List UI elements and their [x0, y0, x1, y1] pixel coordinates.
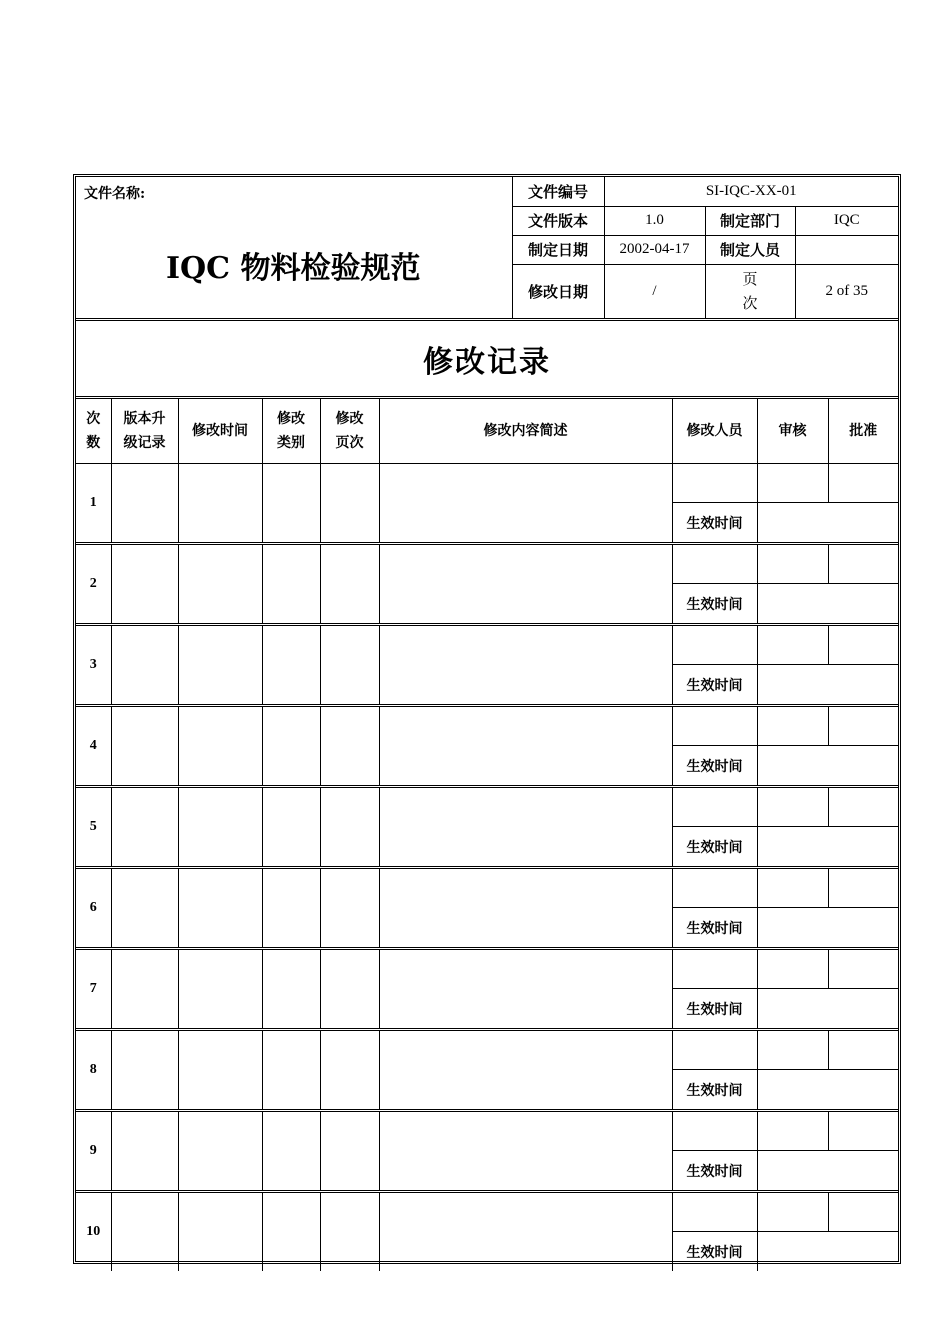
- cell-content: [379, 625, 672, 706]
- column-header-row: [76, 399, 898, 464]
- cell-content: [379, 706, 672, 787]
- effective-time-label: 生效时间: [672, 503, 757, 544]
- cell-pages: [320, 1192, 379, 1272]
- file-no-value: SI-IQC-XX-01: [604, 177, 898, 206]
- effective-time-value: [757, 827, 898, 868]
- revision-section-header: [76, 318, 898, 399]
- cell-review: [757, 868, 828, 908]
- col-version-line2: 级记录: [123, 435, 166, 451]
- cell-type: [262, 625, 320, 706]
- cell-type: [262, 1111, 320, 1192]
- col-seq-line2: 数: [86, 435, 101, 451]
- page-value: 2 of 35: [795, 264, 898, 318]
- cell-version: [111, 706, 178, 787]
- cell-time: [178, 1030, 262, 1111]
- col-pages-line1: 修改: [335, 411, 364, 427]
- cell-time: [178, 1111, 262, 1192]
- row-number: 8: [76, 1030, 111, 1111]
- col-review: 审核: [757, 399, 828, 464]
- cell-pages: [320, 868, 379, 949]
- effective-time-value: [757, 1151, 898, 1192]
- cell-type: [262, 706, 320, 787]
- cell-content: [379, 544, 672, 625]
- col-type: [262, 399, 320, 464]
- cell-review: [757, 1192, 828, 1232]
- rev-date-label: 修改日期: [512, 264, 604, 318]
- cell-content: [379, 1030, 672, 1111]
- cell-time: [178, 868, 262, 949]
- rev-date-value: /: [604, 264, 705, 318]
- cell-type: [262, 544, 320, 625]
- row-number: 1: [76, 464, 111, 544]
- row-number: 10: [76, 1192, 111, 1272]
- document-frame: [73, 174, 901, 1264]
- col-content: 修改内容简述: [379, 399, 672, 464]
- record-row: [76, 949, 898, 989]
- cell-pages: [320, 464, 379, 544]
- col-person: 修改人员: [672, 399, 757, 464]
- record-row: [76, 706, 898, 746]
- date-value: 2002-04-17: [604, 235, 705, 264]
- title-cell: [76, 177, 512, 318]
- revision-table: [76, 399, 898, 1271]
- effective-time-value: [757, 665, 898, 706]
- cell-approve: [828, 706, 898, 746]
- effective-time-label: 生效时间: [672, 1070, 757, 1111]
- author-label: 制定人员: [705, 235, 795, 264]
- row-number: 6: [76, 868, 111, 949]
- cell-approve: [828, 464, 898, 503]
- cell-approve: [828, 1192, 898, 1232]
- cell-content: [379, 949, 672, 1030]
- cell-person: [672, 949, 757, 989]
- record-row: [76, 1192, 898, 1232]
- dept-value: IQC: [795, 206, 898, 235]
- effective-time-label: 生效时间: [672, 827, 757, 868]
- cell-approve: [828, 868, 898, 908]
- effective-time-value: [757, 1070, 898, 1111]
- col-version-line1: 版本升: [123, 411, 166, 427]
- file-name-label: 文件名称:: [84, 186, 146, 202]
- cell-person: [672, 1030, 757, 1070]
- cell-approve: [828, 625, 898, 665]
- row-number: 2: [76, 544, 111, 625]
- cell-person: [672, 464, 757, 503]
- cell-person: [672, 1111, 757, 1151]
- effective-time-label: 生效时间: [672, 1232, 757, 1272]
- effective-time-value: [757, 503, 898, 544]
- cell-version: [111, 1030, 178, 1111]
- row-number: 4: [76, 706, 111, 787]
- cell-person: [672, 706, 757, 746]
- col-seq-line1: 次: [86, 411, 101, 427]
- cell-version: [111, 1192, 178, 1272]
- cell-person: [672, 1192, 757, 1232]
- col-seq: [76, 399, 111, 464]
- col-version: [111, 399, 178, 464]
- cell-content: [379, 1192, 672, 1272]
- col-time: 修改时间: [178, 399, 262, 464]
- version-label: 文件版本: [512, 206, 604, 235]
- header-table: [76, 177, 898, 319]
- cell-pages: [320, 625, 379, 706]
- cell-type: [262, 1030, 320, 1111]
- cell-approve: [828, 1030, 898, 1070]
- effective-time-label: 生效时间: [672, 584, 757, 625]
- page-label-line1: 页: [742, 270, 758, 289]
- cell-person: [672, 625, 757, 665]
- effective-time-label: 生效时间: [672, 908, 757, 949]
- record-row: [76, 464, 898, 503]
- cell-pages: [320, 949, 379, 1030]
- effective-time-value: [757, 1232, 898, 1272]
- cell-review: [757, 1111, 828, 1151]
- cell-review: [757, 544, 828, 584]
- col-pages: [320, 399, 379, 464]
- effective-time-value: [757, 584, 898, 625]
- cell-approve: [828, 949, 898, 989]
- version-value: 1.0: [604, 206, 705, 235]
- cell-time: [178, 1192, 262, 1272]
- cell-content: [379, 868, 672, 949]
- effective-time-value: [757, 989, 898, 1030]
- cell-review: [757, 706, 828, 746]
- cell-content: [379, 787, 672, 868]
- page-label-line2: 次: [742, 294, 758, 313]
- cell-type: [262, 1192, 320, 1272]
- cell-time: [178, 787, 262, 868]
- row-number: 9: [76, 1111, 111, 1192]
- record-row: [76, 868, 898, 908]
- record-row: [76, 787, 898, 827]
- cell-version: [111, 787, 178, 868]
- cell-pages: [320, 1111, 379, 1192]
- section-title: 修改记录: [423, 344, 551, 380]
- cell-review: [757, 787, 828, 827]
- cell-time: [178, 544, 262, 625]
- col-type-line1: 修改: [277, 411, 305, 427]
- dept-label: 制定部门: [705, 206, 795, 235]
- cell-version: [111, 464, 178, 544]
- cell-type: [262, 868, 320, 949]
- cell-time: [178, 949, 262, 1030]
- cell-version: [111, 868, 178, 949]
- cell-approve: [828, 1111, 898, 1151]
- cell-person: [672, 868, 757, 908]
- effective-time-value: [757, 746, 898, 787]
- col-approve: 批准: [828, 399, 898, 464]
- cell-pages: [320, 706, 379, 787]
- cell-version: [111, 544, 178, 625]
- cell-time: [178, 625, 262, 706]
- effective-time-label: 生效时间: [672, 746, 757, 787]
- cell-time: [178, 464, 262, 544]
- cell-version: [111, 949, 178, 1030]
- effective-time-label: 生效时间: [672, 989, 757, 1030]
- cell-person: [672, 787, 757, 827]
- author-value: [795, 235, 898, 264]
- date-label: 制定日期: [512, 235, 604, 264]
- record-row: [76, 625, 898, 665]
- cell-type: [262, 464, 320, 544]
- cell-approve: [828, 544, 898, 584]
- cell-person: [672, 544, 757, 584]
- cell-review: [757, 464, 828, 503]
- cell-review: [757, 1030, 828, 1070]
- row-number: 3: [76, 625, 111, 706]
- cell-type: [262, 949, 320, 1030]
- row-number: 5: [76, 787, 111, 868]
- effective-time-label: 生效时间: [672, 665, 757, 706]
- cell-review: [757, 949, 828, 989]
- document-title: IQC 物料检验规范: [166, 251, 421, 286]
- col-type-line2: 类别: [277, 435, 305, 451]
- record-row: [76, 1111, 898, 1151]
- effective-time-label: 生效时间: [672, 1151, 757, 1192]
- cell-type: [262, 787, 320, 868]
- cell-pages: [320, 787, 379, 868]
- file-no-label: 文件编号: [512, 177, 604, 206]
- page-label: [705, 264, 795, 318]
- cell-time: [178, 706, 262, 787]
- cell-review: [757, 625, 828, 665]
- cell-content: [379, 1111, 672, 1192]
- effective-time-value: [757, 908, 898, 949]
- row-number: 7: [76, 949, 111, 1030]
- cell-version: [111, 1111, 178, 1192]
- record-row: [76, 1030, 898, 1070]
- cell-version: [111, 625, 178, 706]
- record-row: [76, 544, 898, 584]
- cell-content: [379, 464, 672, 544]
- cell-pages: [320, 1030, 379, 1111]
- cell-pages: [320, 544, 379, 625]
- cell-approve: [828, 787, 898, 827]
- col-pages-line2: 页次: [335, 435, 364, 451]
